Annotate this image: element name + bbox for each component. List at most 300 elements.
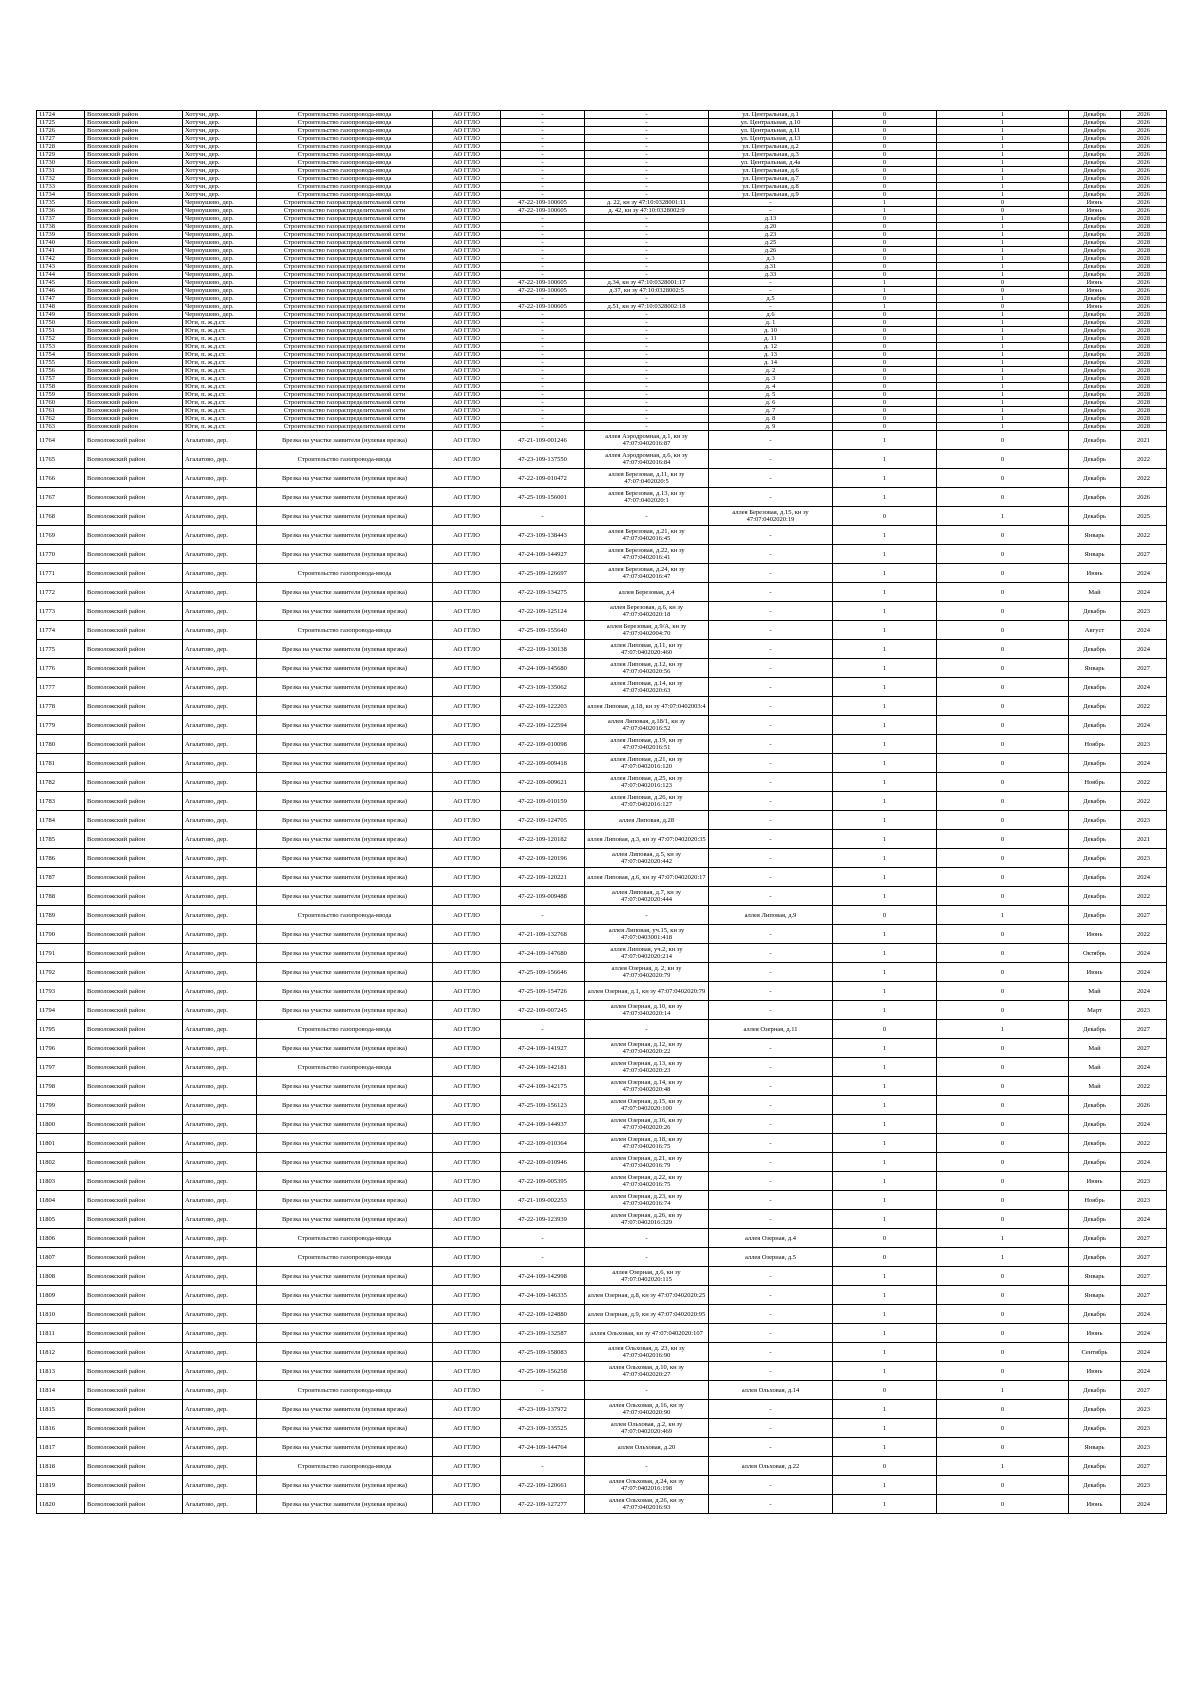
cell-month: Сентябрь bbox=[1069, 1343, 1121, 1362]
cell-value-a: 0 bbox=[833, 119, 937, 127]
cell-row-number: 11724 bbox=[37, 111, 85, 119]
cell-row-number: 11771 bbox=[37, 564, 85, 583]
cell-district: Всеволожский район bbox=[85, 906, 183, 925]
cell-year: 2023 bbox=[1121, 811, 1167, 830]
cell-cadastral-address: аллея Озерная, д.12, кн зу 47:07:0402020:22 bbox=[585, 1039, 709, 1058]
cell-cadastral-address: - bbox=[585, 359, 709, 367]
cell-organization: АО ГГЛО bbox=[433, 367, 501, 375]
cell-cadastral-address: - bbox=[585, 311, 709, 319]
cell-application-number: - bbox=[501, 295, 585, 303]
cell-organization: АО ГГЛО bbox=[433, 944, 501, 963]
cell-settlement: Агалатово, дер. bbox=[183, 754, 257, 773]
cell-year: 2024 bbox=[1121, 678, 1167, 697]
cell-year: 2026 bbox=[1121, 119, 1167, 127]
cell-year: 2027 bbox=[1121, 1020, 1167, 1039]
cell-year: 2022 bbox=[1121, 773, 1167, 792]
cell-value-b: 0 bbox=[937, 1115, 1069, 1134]
cell-value-b: 0 bbox=[937, 287, 1069, 295]
cell-settlement: Хотучи, дер. bbox=[183, 191, 257, 199]
cell-cadastral-address: - bbox=[585, 327, 709, 335]
cell-organization: АО ГГЛО bbox=[433, 1058, 501, 1077]
cell-year: 2028 bbox=[1121, 383, 1167, 391]
cell-application-number: 47-22-109-127277 bbox=[501, 1495, 585, 1514]
table-row bbox=[37, 279, 1167, 287]
cell-district: Волховский район bbox=[85, 343, 183, 351]
cell-value-b: 0 bbox=[937, 1001, 1069, 1020]
cell-value-b: 1 bbox=[937, 351, 1069, 359]
cell-row-number: 11786 bbox=[37, 849, 85, 868]
cell-cadastral-address: аллея Липовая, д.3, кн зу 47:07:0402020:35 bbox=[585, 830, 709, 849]
cell-month: Июнь bbox=[1069, 1362, 1121, 1381]
cell-district: Всеволожский район bbox=[85, 1229, 183, 1248]
table-row bbox=[37, 1286, 1167, 1305]
cell-settlement: Агалатово, дер. bbox=[183, 431, 257, 450]
cell-cadastral-address: - bbox=[585, 399, 709, 407]
cell-application-number: 47-24-109-142998 bbox=[501, 1267, 585, 1286]
cell-settlement: Агалатово, дер. bbox=[183, 735, 257, 754]
cell-settlement: Черноушево, дер. bbox=[183, 255, 257, 263]
cell-district: Всеволожский район bbox=[85, 564, 183, 583]
cell-organization: АО ГГЛО bbox=[433, 199, 501, 207]
cell-organization: АО ГГЛО bbox=[433, 526, 501, 545]
cell-value-b: 1 bbox=[937, 183, 1069, 191]
cell-planned-address: - bbox=[709, 1134, 833, 1153]
cell-month: Декабрь bbox=[1069, 640, 1121, 659]
cell-work-type: Врезка на участке заявителя (нулевая врезка) bbox=[257, 944, 433, 963]
cell-row-number: 11737 bbox=[37, 215, 85, 223]
cell-value-a: 0 bbox=[833, 367, 937, 375]
cell-planned-address: - bbox=[709, 469, 833, 488]
cell-settlement: Агалатово, дер. bbox=[183, 469, 257, 488]
cell-month: Декабрь bbox=[1069, 167, 1121, 175]
cell-value-b: 0 bbox=[937, 545, 1069, 564]
cell-work-type: Врезка на участке заявителя (нулевая врезка) bbox=[257, 1476, 433, 1495]
table-row bbox=[37, 367, 1167, 375]
cell-value-a: 1 bbox=[833, 1058, 937, 1077]
cell-work-type: Строительство газораспределительной сети bbox=[257, 207, 433, 215]
cell-cadastral-address: аллея Березовая, д.9/А, кн зу 47:07:0402004:70 bbox=[585, 621, 709, 640]
cell-district: Волховский район bbox=[85, 191, 183, 199]
cell-value-b: 1 bbox=[937, 507, 1069, 526]
cell-year: 2026 bbox=[1121, 135, 1167, 143]
cell-year: 2025 bbox=[1121, 507, 1167, 526]
cell-row-number: 11739 bbox=[37, 231, 85, 239]
cell-planned-address: д.23 bbox=[709, 231, 833, 239]
cell-value-b: 1 bbox=[937, 1381, 1069, 1400]
cell-year: 2023 bbox=[1121, 1476, 1167, 1495]
cell-value-a: 1 bbox=[833, 583, 937, 602]
cell-work-type: Врезка на участке заявителя (нулевая врезка) bbox=[257, 697, 433, 716]
cell-application-number: - bbox=[501, 143, 585, 151]
cell-row-number: 11791 bbox=[37, 944, 85, 963]
cell-value-b: 1 bbox=[937, 319, 1069, 327]
cell-value-b: 1 bbox=[937, 367, 1069, 375]
cell-work-type: Строительство газораспределительной сети bbox=[257, 399, 433, 407]
cell-value-b: 0 bbox=[937, 1172, 1069, 1191]
cell-cadastral-address: аллея Озерная, д.14, кн зу 47:07:0402020:48 bbox=[585, 1077, 709, 1096]
cell-district: Всеволожский район bbox=[85, 640, 183, 659]
cell-row-number: 11819 bbox=[37, 1476, 85, 1495]
cell-application-number: 47-22-109-009418 bbox=[501, 754, 585, 773]
cell-month: Декабрь bbox=[1069, 849, 1121, 868]
cell-organization: АО ГГЛО bbox=[433, 399, 501, 407]
cell-year: 2021 bbox=[1121, 431, 1167, 450]
cell-month: Декабрь bbox=[1069, 223, 1121, 231]
cell-settlement: Агалатово, дер. bbox=[183, 1058, 257, 1077]
cell-organization: АО ГГЛО bbox=[433, 1210, 501, 1229]
cell-row-number: 11773 bbox=[37, 602, 85, 621]
cell-planned-address: - bbox=[709, 1001, 833, 1020]
cell-cadastral-address: - bbox=[585, 295, 709, 303]
cell-planned-address: - bbox=[709, 207, 833, 215]
cell-planned-address: - bbox=[709, 773, 833, 792]
cell-value-b: 0 bbox=[937, 526, 1069, 545]
cell-row-number: 11806 bbox=[37, 1229, 85, 1248]
cell-planned-address: д. 8 bbox=[709, 415, 833, 423]
cell-cadastral-address: аллея Березовая, д.11, кн зу 47:07:0402020:5 bbox=[585, 469, 709, 488]
cell-value-a: 1 bbox=[833, 1476, 937, 1495]
cell-organization: АО ГГЛО bbox=[433, 887, 501, 906]
cell-value-b: 0 bbox=[937, 1134, 1069, 1153]
cell-row-number: 11776 bbox=[37, 659, 85, 678]
cell-organization: АО ГГЛО bbox=[433, 1362, 501, 1381]
cell-application-number: 47-23-109-135525 bbox=[501, 1419, 585, 1438]
cell-row-number: 11742 bbox=[37, 255, 85, 263]
cell-row-number: 11814 bbox=[37, 1381, 85, 1400]
cell-district: Волховский район bbox=[85, 351, 183, 359]
cell-row-number: 11816 bbox=[37, 1419, 85, 1438]
cell-row-number: 11792 bbox=[37, 963, 85, 982]
cell-month: Ноябрь bbox=[1069, 1191, 1121, 1210]
cell-month: Декабрь bbox=[1069, 602, 1121, 621]
cell-value-a: 0 bbox=[833, 271, 937, 279]
cell-year: 2028 bbox=[1121, 375, 1167, 383]
cell-month: Декабрь bbox=[1069, 143, 1121, 151]
cell-planned-address: д.6 bbox=[709, 311, 833, 319]
cell-work-type: Строительство газораспределительной сети bbox=[257, 415, 433, 423]
cell-value-a: 0 bbox=[833, 1229, 937, 1248]
cell-month: Июнь bbox=[1069, 207, 1121, 215]
table-row bbox=[37, 1343, 1167, 1362]
cell-settlement: Агалатово, дер. bbox=[183, 507, 257, 526]
cell-row-number: 11748 bbox=[37, 303, 85, 311]
cell-work-type: Врезка на участке заявителя (нулевая врезка) bbox=[257, 1172, 433, 1191]
cell-value-b: 0 bbox=[937, 602, 1069, 621]
cell-cadastral-address: - bbox=[585, 183, 709, 191]
cell-value-a: 0 bbox=[833, 343, 937, 351]
cell-row-number: 11738 bbox=[37, 223, 85, 231]
cell-organization: АО ГГЛО bbox=[433, 263, 501, 271]
cell-year: 2027 bbox=[1121, 1267, 1167, 1286]
cell-month: Январь bbox=[1069, 659, 1121, 678]
cell-organization: АО ГГЛО bbox=[433, 564, 501, 583]
table-row bbox=[37, 231, 1167, 239]
cell-district: Всеволожский район bbox=[85, 830, 183, 849]
cell-cadastral-address: аллея Озерная, д.16, кн зу 47:07:0402020:26 bbox=[585, 1115, 709, 1134]
cell-cadastral-address: аллея Липовая, д.18/1, кн зу 47:07:0402016:52 bbox=[585, 716, 709, 735]
cell-month: Декабрь bbox=[1069, 399, 1121, 407]
cell-work-type: Врезка на участке заявителя (нулевая врезка) bbox=[257, 1438, 433, 1457]
cell-organization: АО ГГЛО bbox=[433, 423, 501, 431]
cell-planned-address: - bbox=[709, 1286, 833, 1305]
table-row bbox=[37, 545, 1167, 564]
cell-application-number: - bbox=[501, 359, 585, 367]
cell-cadastral-address: - bbox=[585, 151, 709, 159]
cell-work-type: Врезка на участке заявителя (нулевая врезка) bbox=[257, 754, 433, 773]
cell-value-a: 0 bbox=[833, 295, 937, 303]
table-row bbox=[37, 295, 1167, 303]
cell-month: Май bbox=[1069, 583, 1121, 602]
table-row bbox=[37, 431, 1167, 450]
cell-application-number: 47-22-109-100605 bbox=[501, 199, 585, 207]
cell-planned-address: - bbox=[709, 887, 833, 906]
cell-settlement: Агалатово, дер. bbox=[183, 450, 257, 469]
cell-planned-address: - bbox=[709, 1077, 833, 1096]
cell-work-type: Врезка на участке заявителя (нулевая врезка) bbox=[257, 583, 433, 602]
cell-year: 2023 bbox=[1121, 1001, 1167, 1020]
table-row bbox=[37, 1419, 1167, 1438]
cell-application-number: - bbox=[501, 111, 585, 119]
cell-work-type: Строительство газораспределительной сети bbox=[257, 263, 433, 271]
cell-cadastral-address: - bbox=[585, 1229, 709, 1248]
cell-application-number: - bbox=[501, 231, 585, 239]
cell-planned-address: - bbox=[709, 1172, 833, 1191]
cell-month: Декабрь bbox=[1069, 716, 1121, 735]
cell-value-b: 1 bbox=[937, 359, 1069, 367]
cell-work-type: Строительство газопровода-ввода bbox=[257, 127, 433, 135]
cell-planned-address: д.20 bbox=[709, 223, 833, 231]
cell-organization: АО ГГЛО bbox=[433, 271, 501, 279]
cell-settlement: Черноушево, дер. bbox=[183, 215, 257, 223]
cell-month: Декабрь bbox=[1069, 1476, 1121, 1495]
cell-value-a: 0 bbox=[833, 327, 937, 335]
cell-planned-address: - bbox=[709, 450, 833, 469]
cell-row-number: 11752 bbox=[37, 335, 85, 343]
cell-application-number: - bbox=[501, 1457, 585, 1476]
cell-row-number: 11784 bbox=[37, 811, 85, 830]
cell-organization: АО ГГЛО bbox=[433, 255, 501, 263]
cell-district: Всеволожский район bbox=[85, 1039, 183, 1058]
table-row bbox=[37, 1476, 1167, 1495]
cell-planned-address: - bbox=[709, 1476, 833, 1495]
cell-work-type: Врезка на участке заявителя (нулевая врезка) bbox=[257, 507, 433, 526]
cell-year: 2024 bbox=[1121, 716, 1167, 735]
table-row bbox=[37, 375, 1167, 383]
cell-application-number: 47-22-109-122203 bbox=[501, 697, 585, 716]
cell-value-b: 0 bbox=[937, 1324, 1069, 1343]
cell-settlement: Хотучи, дер. bbox=[183, 119, 257, 127]
cell-district: Всеволожский район bbox=[85, 868, 183, 887]
cell-cadastral-address: аллея Липовая, д.7, кн зу 47:07:0402020:444 bbox=[585, 887, 709, 906]
cell-year: 2021 bbox=[1121, 830, 1167, 849]
cell-settlement: Агалатово, дер. bbox=[183, 1248, 257, 1267]
cell-value-b: 1 bbox=[937, 231, 1069, 239]
cell-value-a: 1 bbox=[833, 716, 937, 735]
cell-row-number: 11762 bbox=[37, 415, 85, 423]
cell-month: Декабрь bbox=[1069, 697, 1121, 716]
cell-work-type: Строительство газораспределительной сети bbox=[257, 423, 433, 431]
cell-work-type: Строительство газораспределительной сети bbox=[257, 287, 433, 295]
cell-settlement: Хотучи, дер. bbox=[183, 143, 257, 151]
cell-settlement: Хотучи, дер. bbox=[183, 159, 257, 167]
cell-application-number: 47-23-109-132587 bbox=[501, 1324, 585, 1343]
cell-value-b: 0 bbox=[937, 1039, 1069, 1058]
table-row bbox=[37, 127, 1167, 135]
cell-application-number: - bbox=[501, 167, 585, 175]
table-row bbox=[37, 621, 1167, 640]
cell-settlement: Юги, п. ж.д.ст. bbox=[183, 375, 257, 383]
cell-planned-address: - bbox=[709, 287, 833, 295]
cell-planned-address: - bbox=[709, 199, 833, 207]
cell-work-type: Строительство газопровода-ввода bbox=[257, 564, 433, 583]
cell-value-b: 1 bbox=[937, 263, 1069, 271]
cell-value-a: 1 bbox=[833, 1153, 937, 1172]
cell-application-number: 47-25-109-126697 bbox=[501, 564, 585, 583]
table-row bbox=[37, 1362, 1167, 1381]
table-row bbox=[37, 111, 1167, 119]
cell-settlement: Юги, п. ж.д.ст. bbox=[183, 391, 257, 399]
cell-planned-address: аллея Озерная, д.5 bbox=[709, 1248, 833, 1267]
cell-district: Всеволожский район bbox=[85, 1077, 183, 1096]
cell-district: Волховский район bbox=[85, 199, 183, 207]
cell-row-number: 11802 bbox=[37, 1153, 85, 1172]
cell-year: 2024 bbox=[1121, 868, 1167, 887]
cell-district: Всеволожский район bbox=[85, 1400, 183, 1419]
cell-organization: АО ГГЛО bbox=[433, 1419, 501, 1438]
cell-settlement: Агалатово, дер. bbox=[183, 583, 257, 602]
cell-value-a: 0 bbox=[833, 239, 937, 247]
cell-application-number: - bbox=[501, 367, 585, 375]
cell-value-a: 1 bbox=[833, 602, 937, 621]
cell-month: Декабрь bbox=[1069, 469, 1121, 488]
cell-work-type: Строительство газораспределительной сети bbox=[257, 255, 433, 263]
cell-month: Январь bbox=[1069, 545, 1121, 564]
cell-district: Всеволожский район bbox=[85, 1115, 183, 1134]
cell-application-number: - bbox=[501, 343, 585, 351]
cell-value-b: 0 bbox=[937, 678, 1069, 697]
cell-settlement: Агалатово, дер. bbox=[183, 906, 257, 925]
cell-application-number: 47-22-109-124705 bbox=[501, 811, 585, 830]
cell-value-b: 1 bbox=[937, 191, 1069, 199]
cell-organization: АО ГГЛО bbox=[433, 830, 501, 849]
cell-month: Июнь bbox=[1069, 303, 1121, 311]
cell-value-b: 0 bbox=[937, 1210, 1069, 1229]
cell-value-a: 0 bbox=[833, 215, 937, 223]
cell-value-a: 0 bbox=[833, 375, 937, 383]
cell-value-a: 1 bbox=[833, 792, 937, 811]
cell-value-a: 0 bbox=[833, 183, 937, 191]
cell-value-a: 1 bbox=[833, 754, 937, 773]
cell-organization: АО ГГЛО bbox=[433, 391, 501, 399]
cell-work-type: Врезка на участке заявителя (нулевая врезка) bbox=[257, 1305, 433, 1324]
cell-month: Декабрь bbox=[1069, 327, 1121, 335]
cell-organization: АО ГГЛО bbox=[433, 602, 501, 621]
cell-work-type: Врезка на участке заявителя (нулевая врезка) bbox=[257, 545, 433, 564]
cell-planned-address: ул. Центральная, д.1 bbox=[709, 111, 833, 119]
table-row bbox=[37, 1381, 1167, 1400]
cell-value-a: 0 bbox=[833, 391, 937, 399]
cell-planned-address: - bbox=[709, 1419, 833, 1438]
cell-settlement: Агалатово, дер. bbox=[183, 678, 257, 697]
cell-application-number: 47-22-109-100605 bbox=[501, 287, 585, 295]
cell-value-b: 0 bbox=[937, 1286, 1069, 1305]
table-row bbox=[37, 1001, 1167, 1020]
cell-district: Всеволожский район bbox=[85, 450, 183, 469]
cell-month: Декабрь bbox=[1069, 906, 1121, 925]
cell-organization: АО ГГЛО bbox=[433, 311, 501, 319]
cell-value-a: 0 bbox=[833, 399, 937, 407]
cell-month: Декабрь bbox=[1069, 375, 1121, 383]
cell-application-number: - bbox=[501, 391, 585, 399]
cell-planned-address: - bbox=[709, 526, 833, 545]
cell-application-number: 47-23-109-138443 bbox=[501, 526, 585, 545]
cell-settlement: Хотучи, дер. bbox=[183, 111, 257, 119]
cell-row-number: 11736 bbox=[37, 207, 85, 215]
cell-value-a: 1 bbox=[833, 1096, 937, 1115]
cell-organization: АО ГГЛО bbox=[433, 1134, 501, 1153]
cell-work-type: Строительство газопровода-ввода bbox=[257, 119, 433, 127]
table-row bbox=[37, 754, 1167, 773]
cell-organization: АО ГГЛО bbox=[433, 811, 501, 830]
cell-planned-address: аллея Озерная, д.4 bbox=[709, 1229, 833, 1248]
cell-work-type: Строительство газораспределительной сети bbox=[257, 223, 433, 231]
cell-organization: АО ГГЛО bbox=[433, 868, 501, 887]
cell-planned-address: - bbox=[709, 1495, 833, 1514]
cell-organization: АО ГГЛО bbox=[433, 925, 501, 944]
cell-district: Волховский район bbox=[85, 119, 183, 127]
table-row bbox=[37, 143, 1167, 151]
cell-organization: АО ГГЛО bbox=[433, 1039, 501, 1058]
cell-planned-address: - bbox=[709, 1400, 833, 1419]
cell-year: 2026 bbox=[1121, 287, 1167, 295]
cell-month: Декабрь bbox=[1069, 450, 1121, 469]
cell-application-number: - bbox=[501, 415, 585, 423]
cell-month: Декабрь bbox=[1069, 135, 1121, 143]
cell-row-number: 11755 bbox=[37, 359, 85, 367]
cell-organization: АО ГГЛО bbox=[433, 319, 501, 327]
cell-value-a: 1 bbox=[833, 1210, 937, 1229]
cell-application-number: 47-24-109-144764 bbox=[501, 1438, 585, 1457]
cell-settlement: Агалатово, дер. bbox=[183, 1324, 257, 1343]
cell-year: 2023 bbox=[1121, 602, 1167, 621]
cell-value-a: 0 bbox=[833, 191, 937, 199]
cell-row-number: 11766 bbox=[37, 469, 85, 488]
cell-cadastral-address: д.34, кн зу 47:10:0328001:17 bbox=[585, 279, 709, 287]
cell-organization: АО ГГЛО bbox=[433, 1286, 501, 1305]
cell-value-b: 0 bbox=[937, 811, 1069, 830]
cell-row-number: 11780 bbox=[37, 735, 85, 754]
cell-settlement: Агалатово, дер. bbox=[183, 1362, 257, 1381]
cell-settlement: Агалатово, дер. bbox=[183, 526, 257, 545]
cell-settlement: Хотучи, дер. bbox=[183, 135, 257, 143]
cell-planned-address: д. 2 bbox=[709, 367, 833, 375]
cell-district: Волховский район bbox=[85, 415, 183, 423]
cell-planned-address: д.3 bbox=[709, 255, 833, 263]
cell-work-type: Строительство газораспределительной сети bbox=[257, 351, 433, 359]
cell-district: Волховский район bbox=[85, 391, 183, 399]
cell-planned-address: д. 13 bbox=[709, 351, 833, 359]
cell-row-number: 11747 bbox=[37, 295, 85, 303]
cell-district: Всеволожский район bbox=[85, 469, 183, 488]
table-row bbox=[37, 659, 1167, 678]
cell-cadastral-address: аллея Липовая, д.11, кн зу 47:07:0402020:460 bbox=[585, 640, 709, 659]
cell-district: Всеволожский район bbox=[85, 621, 183, 640]
table-row bbox=[37, 391, 1167, 399]
cell-year: 2026 bbox=[1121, 143, 1167, 151]
cell-value-a: 0 bbox=[833, 423, 937, 431]
cell-district: Всеволожский район bbox=[85, 1457, 183, 1476]
cell-value-b: 0 bbox=[937, 583, 1069, 602]
